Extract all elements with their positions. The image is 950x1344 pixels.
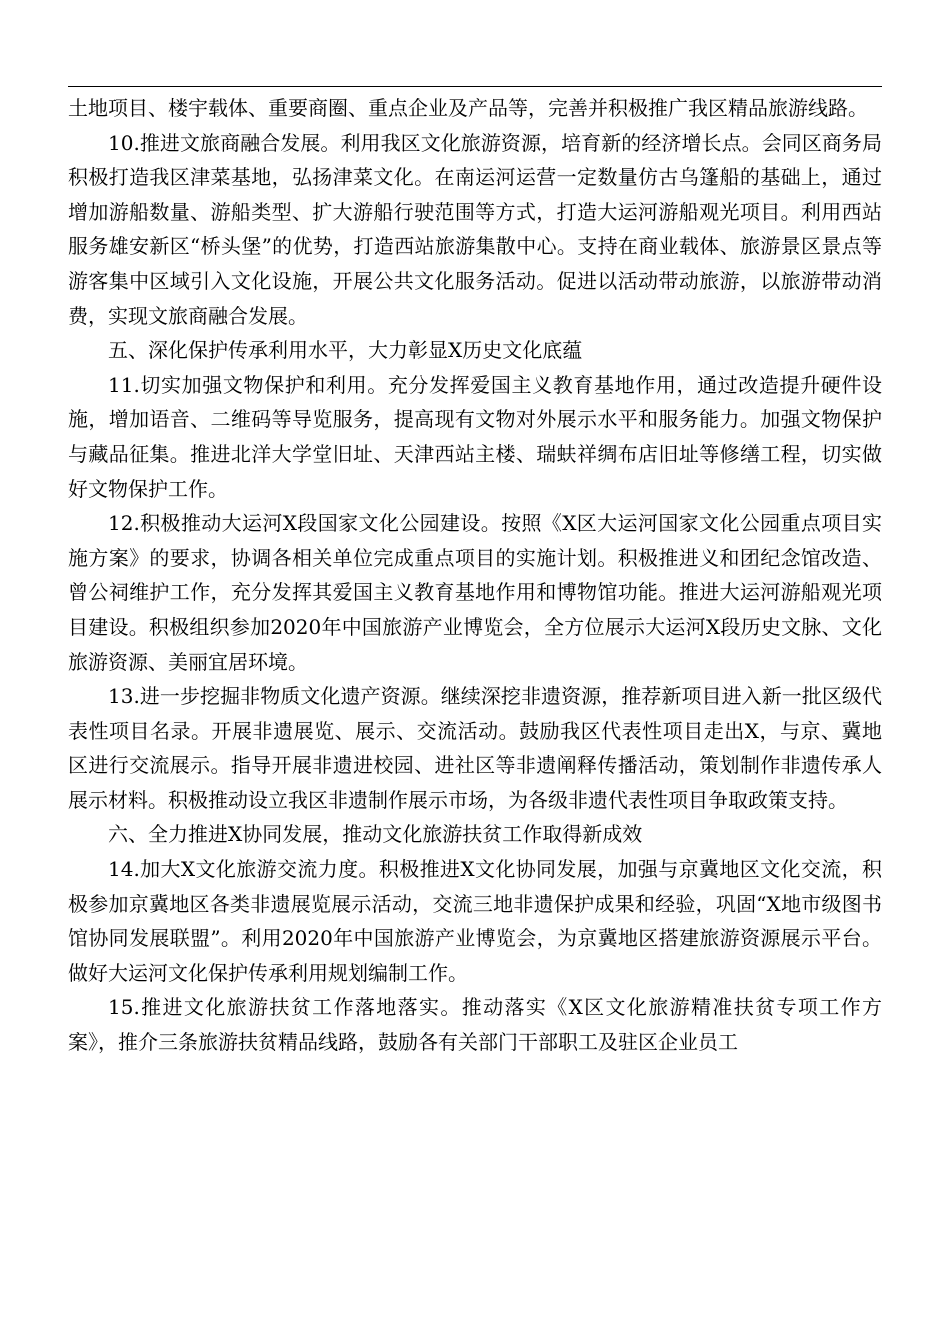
- section-heading-6: 六、全力推进X协同发展，推动文化旅游扶贫工作取得新成效: [108, 822, 643, 847]
- paragraph-item-14: 14.加大X文化旅游交流力度。积极推进X文化协同发展，加强与京冀地区文化交流，积极参加京冀地区各类非遗展览展示活动，交流三地非遗保护成果和经验，巩固“X地市级图书馆协同发展联盟”。利用2020年中国旅游产业博览会，为京冀地区搭建旅游资源展示平台。做好大运河文化保护传承利用规划编制工作。: [68, 857, 882, 985]
- paragraph-item-11: 11.切实加强文物保护和利用。充分发挥爱国主义教育基地作用，通过改造提升硬件设施，增加语音、二维码等导览服务，提高现有文物对外展示水平和服务能力。加强文物保护与藏品征集。推进北洋大学堂旧址、天津西站主楼、瑞蚨祥绸布店旧址等修缮工程，切实做好文物保护工作。: [68, 372, 882, 501]
- paragraph-item-13: 13.进一步挖掘非物质文化遗产资源。继续深挖非遗资源，推荐新项目进入新一批区级代表性项目名录。开展非遗展览、展示、交流活动。鼓励我区代表性项目走出X，与京、冀地区进行交流展示。指导开展非遗进校园、进社区等非遗阐释传播活动，策划制作非遗传承人展示材料。积极推动设立我区非遗制作展示市场，为各级非遗代表性项目争取政策支持。: [68, 684, 882, 812]
- section-heading-5: 五、深化保护传承利用水平，大力彰显X历史文化底蕴: [108, 338, 583, 363]
- document-page: [68, 86, 882, 1060]
- header-rule: [68, 86, 882, 87]
- paragraph-item-15: 15.推进文化旅游扶贫工作落地落实。推动落实《X区文化旅游精准扶贫专项工作方案》，推介三条旅游扶贫精品线路，鼓励各有关部门干部职工及驻区企业员工: [68, 995, 882, 1055]
- paragraph-continuation: 土地项目、楼宇载体、重要商圈、重点企业及产品等，完善并积极推广我区精品旅游线路。: [68, 96, 868, 120]
- paragraph-item-10: 10.推进文旅商融合发展。利用我区文化旅游资源，培育新的经济增长点。会同区商务局积极打造我区津菜基地，弘扬津菜文化。在南运河运营一定数量仿古乌篷船的基础上，通过增加游船数量、游船类型、扩大游船行驶范围等方式，打造大运河游船观光项目。利用西站服务雄安新区“桥头堡”的优势，打造西站旅游集散中心。支持在商业载体、旅游景区景点等游客集中区域引入文化设施，开展公共文化服务活动。促进以活动带动旅游，以旅游带动消费，实现文旅商融合发展。: [68, 130, 882, 328]
- paragraph-item-12: 12.积极推动大运河X段国家文化公园建设。按照《X区大运河国家文化公园重点项目实施方案》的要求，协调各相关单位完成重点项目的实施计划。积极推进义和团纪念馆改造、曾公祠维护工作，充分发挥其爱国主义教育基地作用和博物馆功能。推进大运河游船观光项目建设。积极组织参加2020年中国旅游产业博览会，全方位展示大运河X段历史文脉、文化旅游资源、美丽宜居环境。: [68, 511, 882, 674]
